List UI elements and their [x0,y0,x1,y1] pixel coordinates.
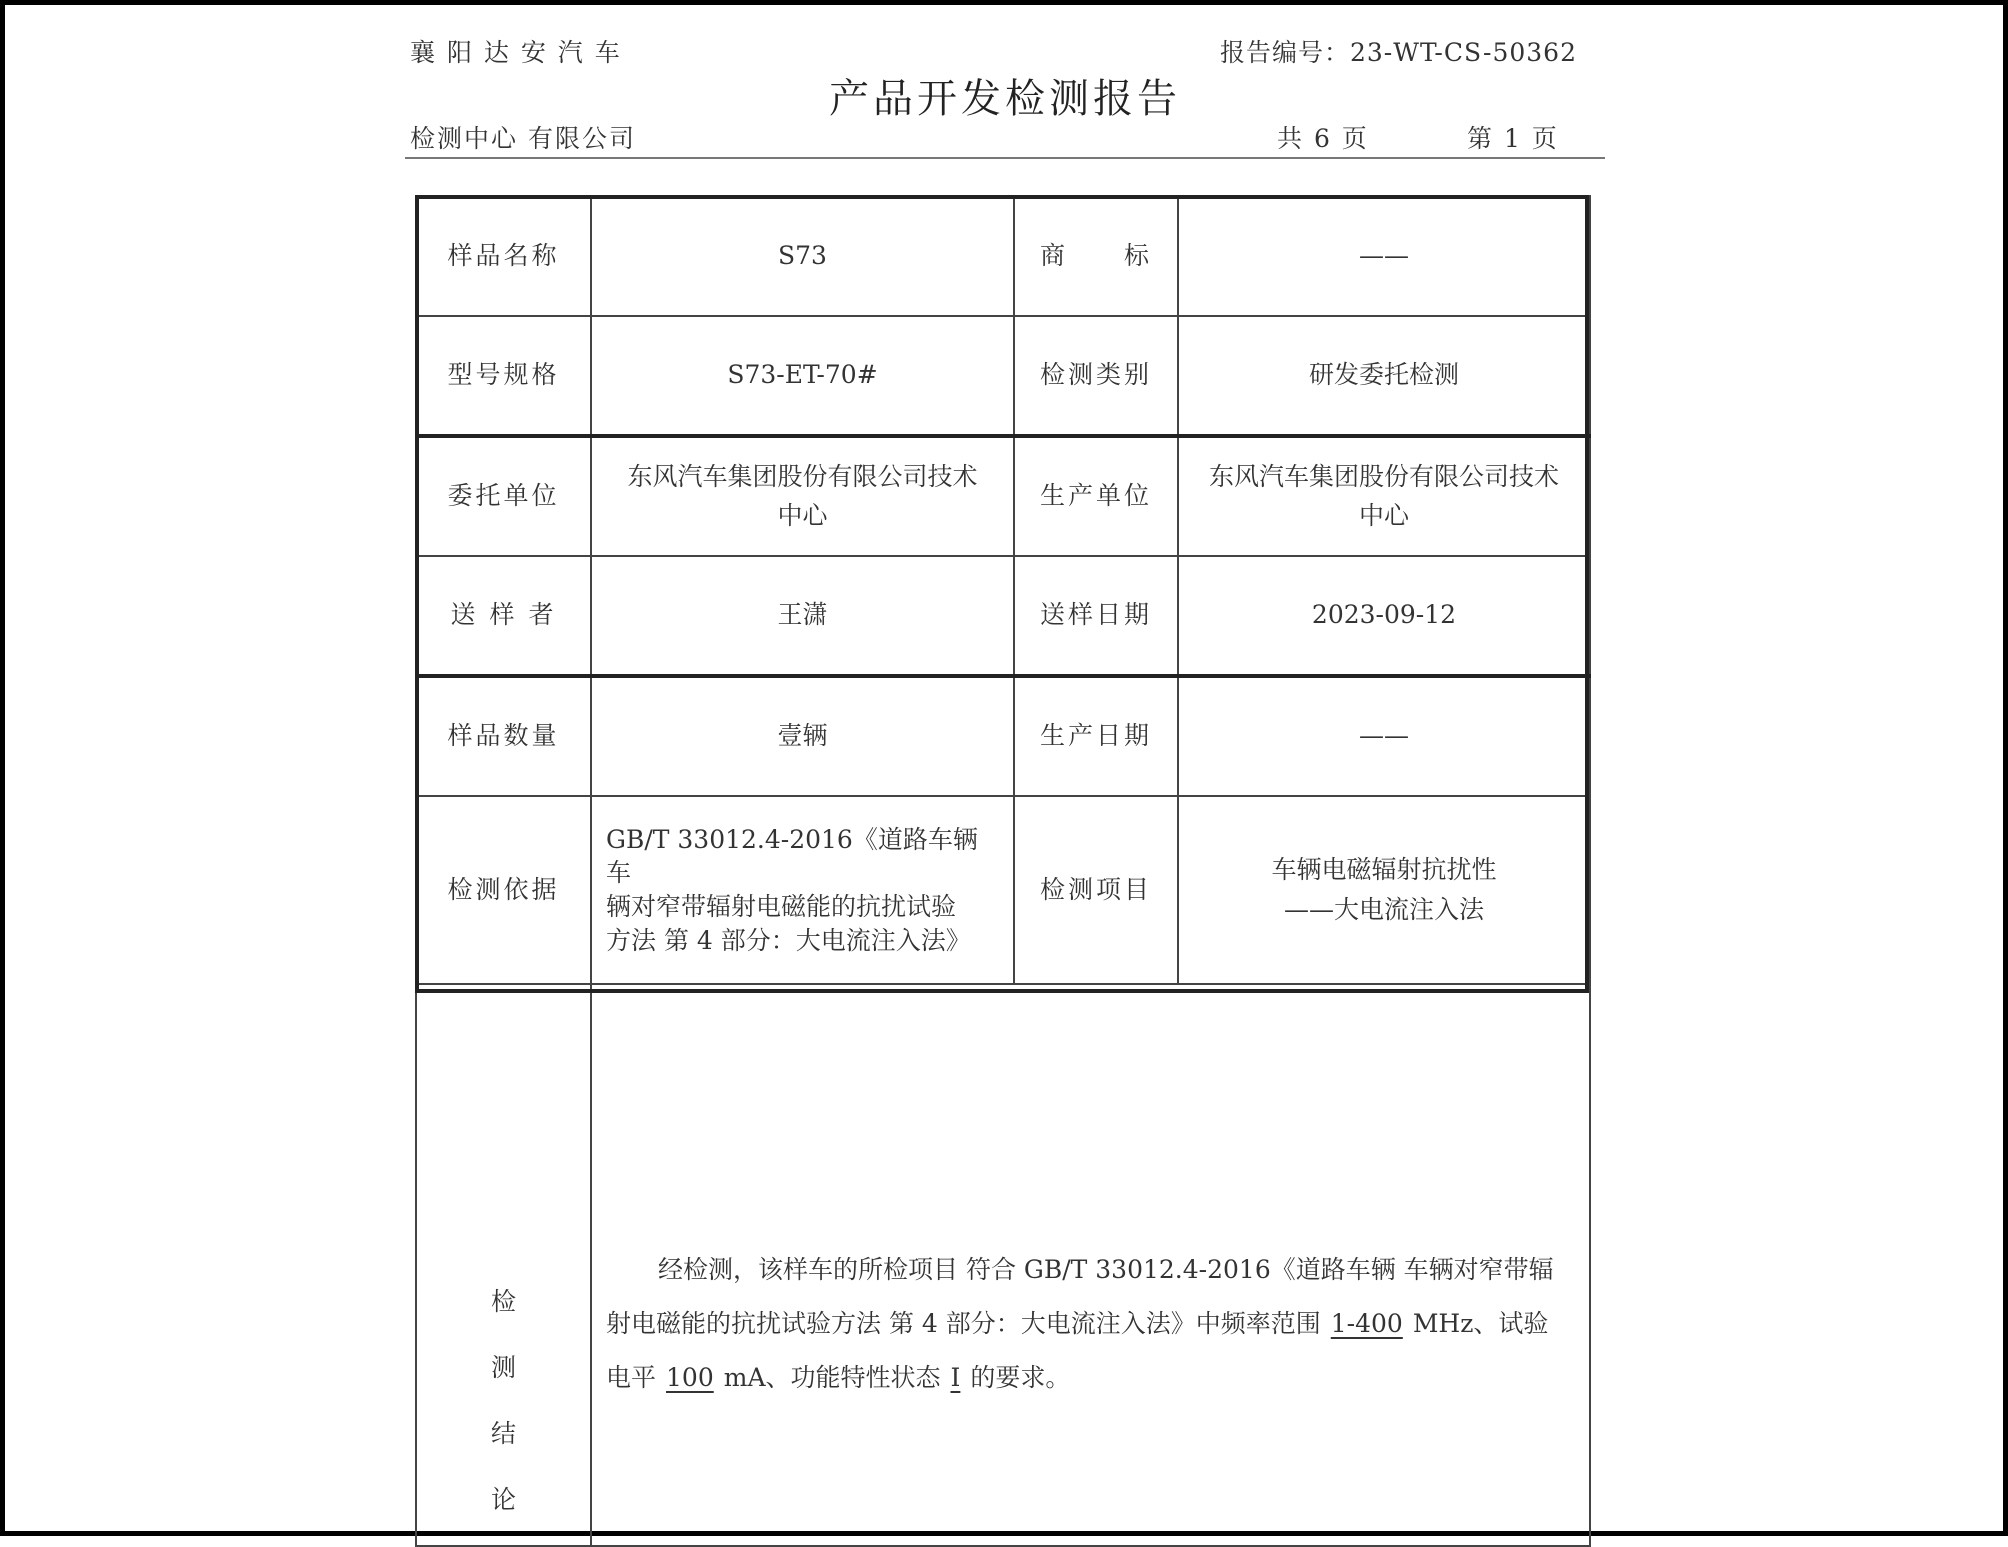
table-row [416,316,1590,436]
production-date-label: 生产日期 [1014,676,1178,796]
conclusion-text-part4: 的要求。 [970,1363,1071,1392]
company-name-line2: 检测中心 有限公司 [410,124,636,153]
conclusion-label-char: 结 [490,1419,516,1448]
manufacturer-value [1178,436,1590,556]
sample-name-value: S73 [591,196,1014,316]
quantity-label: 样品数量 [416,676,591,796]
items-line1: 车辆电磁辐射抗扰性 [1271,855,1497,884]
conclusion-text-part2: MHz、试验电平 [606,1309,1549,1392]
model-value: S73-ET-70# [591,316,1014,436]
report-number [1220,33,1577,69]
basis-label: 检测依据 [416,796,591,984]
send-date-value: 2023-09-12 [1178,556,1590,676]
client-line2: 中心 [777,500,828,530]
table-row [416,676,1590,796]
items-value [1178,796,1590,984]
trademark-value: —— [1178,196,1590,316]
report-info-table [415,195,1591,1547]
conclusion-row [416,984,1590,1546]
conclusion-text-part1: 经检测，该样车的所检项目 符合 GB/T 33012.4-2016《道路车辆 车辆对窄带辐射电磁能的抗扰试验方法 第 4 部分：大电流注入法》中频率范围 [606,1255,1554,1338]
conclusion-text [591,984,1590,1546]
sample-name-label: 样品名称 [416,196,591,316]
basis-line1: GB/T 33012.4-2016《道路车辆 车 [606,824,978,888]
total-pages: 共 6 页 [1277,124,1369,153]
basis-line2: 辆对窄带辐射电磁能的抗扰试验 [606,892,957,921]
table-row [416,556,1590,676]
client-value [591,436,1014,556]
report-number-value: 23-WT-CS-50362 [1349,38,1577,67]
manufacturer-line1: 东风汽车集团股份有限公司技术 [1208,461,1559,491]
conclusion-label-char: 论 [490,1485,516,1514]
client-line1: 东风汽车集团股份有限公司技术 [627,461,978,491]
conclusion-label [416,984,591,1546]
test-level-value: 100 [666,1363,714,1392]
model-label: 型号规格 [416,316,591,436]
quantity-value: 壹辆 [591,676,1014,796]
sender-value: 王潇 [591,556,1014,676]
production-date-value: —— [1178,676,1590,796]
basis-line3: 方法 第 4 部分：大电流注入法》 [606,925,971,955]
company-name-line1: 襄 阳 达 安 汽 车 [410,38,622,67]
items-line2: ——大电流注入法 [1283,895,1484,924]
report-title: 产品开发检测报告 [829,76,1181,122]
test-category-value: 研发委托检测 [1178,316,1590,436]
frequency-range-value: 1-400 [1330,1309,1403,1338]
conclusion-label-char: 检 [490,1287,516,1316]
sender-label: 送 样 者 [416,556,591,676]
page-number: 第 1 页 [1467,124,1559,153]
send-date-label: 送样日期 [1014,556,1178,676]
basis-value [591,796,1014,984]
header-rule [405,157,1605,159]
report-number-label: 报告编号： [1219,38,1350,67]
table-row [416,196,1590,316]
function-status-value: I [950,1363,961,1392]
conclusion-label-char: 测 [490,1353,516,1382]
table-row [416,436,1590,556]
manufacturer-line2: 中心 [1358,500,1409,530]
conclusion-text-part3: mA、功能特性状态 [723,1363,941,1392]
trademark-label: 商 标 [1014,196,1178,316]
test-category-label: 检测类别 [1014,316,1178,436]
table-row [416,796,1590,984]
manufacturer-label: 生产单位 [1014,436,1178,556]
report-page [405,5,1605,1541]
client-label: 委托单位 [416,436,591,556]
items-label: 检测项目 [1014,796,1178,984]
